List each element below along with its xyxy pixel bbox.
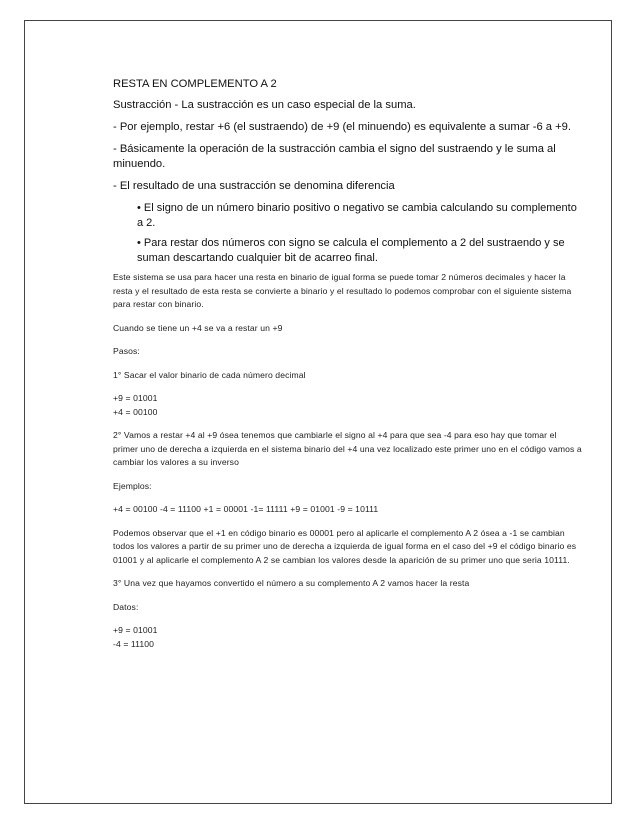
datos-label: Datos: [113,601,139,612]
binary-plus-9: +9 = 01001 [113,393,158,403]
bullet-signed-subtraction: • Para restar dos números con signo se calcula el complemento a 2 del sustraendo y se suman descartando cualquier bit de acarreo final. [137,237,565,264]
document-title: RESTA EN COMPLEMENTO A 2 [113,78,277,90]
step-3: 3° Una vez que hayamos convertido el número a su complemento A 2 vamos hacer la resta [113,578,470,588]
step-2: 2° Vamos a restar +4 al +9 ósea tenemos que cambiarle el signo al +4 para que sea -4 para eso hay que tomar el primer uno de derecha a izquierda en el sistema binario del +4 una vez localizado este primer uno en el código vamos a cambiar los valores a su inverso [113,430,582,467]
intro-paragraph: Este sistema se usa para hacer una resta en binario de igual forma se puede tomar 2 números decimales y hacer la resta y el resultado de esta resta se convierte a binario y el resultado lo podemos comprobar con el siguiente sistema para restar con binario. [113,272,572,309]
step-1: 1° Sacar el valor binario de cada número decimal [113,369,306,380]
basic-operation-line: - Básicamente la operación de la sustracción cambia el signo del sustraendo y le suma al minuendo. [113,143,556,170]
document-content [113,77,583,651]
difference-line: - El resultado de una sustracción se denomina diferencia [113,180,395,192]
dato-minus-4: -4 = 11100 [113,638,155,649]
binary-plus-4: +4 = 00100 [113,406,158,417]
document-page [24,20,612,804]
bullet-sign-change: • El signo de un número binario positivo o negativo se cambia calculando su complemento a 2. [137,202,577,229]
examples-line: +4 = 00100 -4 = 11100 +1 = 00001 -1= 11111 +9 = 01001 -9 = 10111 [113,504,379,514]
observation-paragraph: Podemos observar que el +1 en código binario es 00001 pero al aplicarle el complemento A 2 ósea a -1 se cambian todos los valores a partir de su primer uno de derecha a izquierda de igual forma en el caso del +9 el código binario es 01001 y al aplicarle el complemento A 2 se cambian los valores desde la aparición de su primer uno que seria 10111. [113,527,577,565]
example-line: - Por ejemplo, restar +6 (el sustraendo) de +9 (el minuendo) es equivalente a sumar -6 a +9. [113,121,571,133]
dato-plus-9: +9 = 01001 [113,625,158,635]
pasos-label: Pasos: [113,346,140,356]
ejemplos-label: Ejemplos: [113,480,152,491]
case-line: Cuando se tiene un +4 se va a restar un +9 [113,322,283,333]
definition-line: Sustracción - La sustracción es un caso especial de la suma. [113,99,416,111]
